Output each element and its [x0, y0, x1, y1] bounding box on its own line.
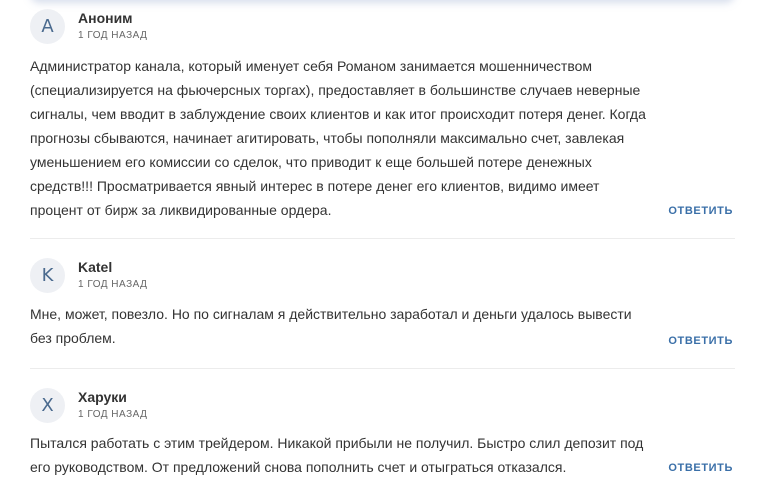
comment-text: Администратор канала, который именует себя Романом занимается мошенничеством (специализируется на фьючерсных торгах), предоставляет в большинстве случаев неверные сигналы, чем вводит в заблуждение своих клиентов и как итог происходит потеря денег. Когда прогнозы сбываются, начинает агитировать, чтобы пополняли максимально счет, завлекая уменьшением его комиссии со сделок, что приводит к еще большей потере денежных средств!!! Просматривается явный интерес в потере денег его клиентов, видимо имеет процент от бирж за ликвидированные ордера. — [30, 58, 646, 218]
comment-item — [30, 239, 735, 369]
comment-meta — [78, 259, 147, 291]
comment-meta — [78, 10, 147, 42]
comment-time: 1 ГОД НАЗАД — [78, 409, 148, 420]
comment-time: 1 ГОД НАЗАД — [78, 30, 148, 41]
comment-item — [30, 369, 735, 496]
avatar: А — [30, 9, 65, 44]
comment-author: Харуки — [78, 389, 127, 405]
reply-button[interactable]: ОТВЕТИТЬ — [668, 205, 733, 217]
comment-time: 1 ГОД НАЗАД — [78, 279, 148, 290]
comment-author: Katel — [78, 259, 113, 275]
reply-button[interactable]: ОТВЕТИТЬ — [668, 462, 733, 474]
comment-header — [30, 8, 147, 44]
comment-header — [30, 387, 147, 423]
comment-author: Аноним — [78, 10, 133, 26]
comments-list — [30, 0, 735, 496]
comment-text: Мне, может, повезло. Но по сигналам я действительно заработал и деньги удалось вывести без проблем. — [30, 306, 632, 346]
comment-header — [30, 257, 147, 293]
reply-button[interactable]: ОТВЕТИТЬ — [668, 335, 733, 347]
comment-meta — [78, 389, 147, 421]
comment-item — [30, 0, 735, 239]
avatar: Х — [30, 388, 65, 423]
comment-text: Пытался работать с этим трейдером. Никакой прибыли не получил. Быстро слил депозит под его руководством. От предложений снова пополнить счет и отыграться отказался. — [30, 435, 644, 475]
avatar: K — [30, 258, 65, 293]
